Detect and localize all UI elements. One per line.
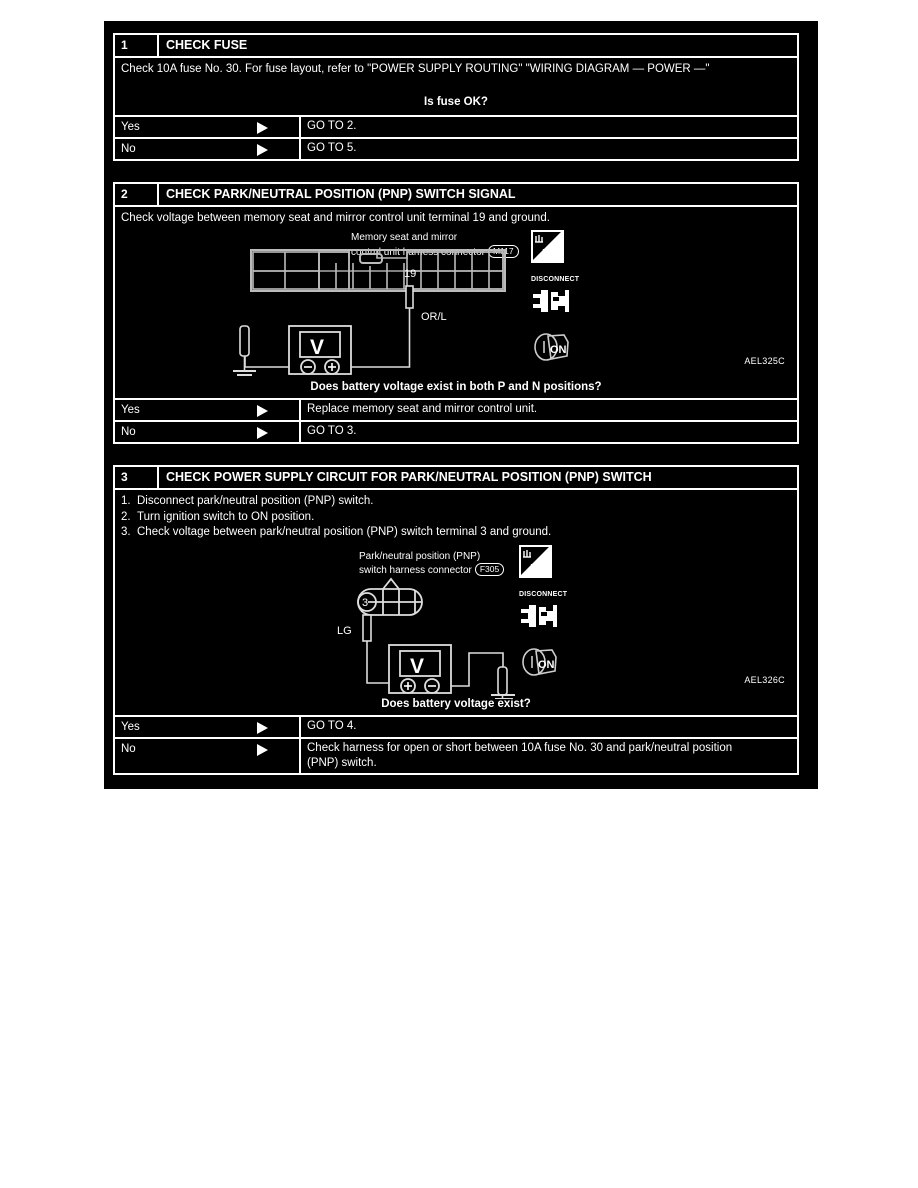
disconnect-label: DISCONNECT xyxy=(519,590,568,598)
step-1-number: 1 xyxy=(115,35,159,56)
step-3-number: 3 xyxy=(115,467,159,488)
step-1-answer-yes[interactable] xyxy=(115,117,797,139)
ignition-on-icon xyxy=(519,644,559,678)
step-2-title: CHECK PARK/NEUTRAL POSITION (PNP) SWITCH SIGNAL xyxy=(166,187,516,201)
step-3-list-item-3-text: Check voltage between park/neutral position (PNP) switch terminal 3 and ground. xyxy=(137,526,552,538)
svg-text:19: 19 xyxy=(404,268,417,280)
step-3 xyxy=(113,465,799,775)
tool-ts-icon xyxy=(519,545,552,578)
step-1-answer-yes-label: Yes xyxy=(121,121,140,133)
step-3-question: Does battery voltage exist? xyxy=(381,697,531,710)
step-3-list-item-1 xyxy=(121,494,791,510)
step-3-list-item-2 xyxy=(121,510,791,526)
triangle-right-icon xyxy=(243,422,301,442)
step-2-question: Does battery voltage exist in both P and N positions? xyxy=(310,381,602,393)
step-3-list-item-1-number: 1. xyxy=(121,495,131,507)
step-2-caption-line1: Memory seat and mirror xyxy=(351,232,458,243)
step-3-answer-yes[interactable] xyxy=(115,717,797,739)
tool-ts-icon xyxy=(531,230,564,263)
step-2-answer-no[interactable] xyxy=(115,422,797,442)
step-3-caption-line1: Park/neutral position (PNP) xyxy=(359,550,481,562)
ignition-on-icon-group xyxy=(519,644,567,683)
ignition-on-icon xyxy=(531,329,571,363)
step-2-body xyxy=(115,207,797,400)
step-2-wiring-art xyxy=(121,228,541,383)
step-1 xyxy=(113,33,799,161)
step-3-answer-no-result-line1: Check harness for open or short between 10A fuse No. 30 and park/neutral position xyxy=(307,741,733,754)
triangle-right-icon xyxy=(243,717,301,737)
step-2-figure-code: AEL325C xyxy=(744,356,785,366)
svg-text:ON: ON xyxy=(550,344,567,356)
disconnect-icon xyxy=(519,603,559,629)
step-1-answer-yes-result: GO TO 2. xyxy=(307,120,357,132)
triangle-right-icon xyxy=(243,117,301,137)
step-3-answer-no-result xyxy=(301,739,797,773)
ignition-on-icon-group xyxy=(531,329,579,368)
svg-text:3: 3 xyxy=(362,596,369,609)
triangle-right-icon xyxy=(243,400,301,420)
step-3-answer-no-label: No xyxy=(121,742,136,755)
step-1-answer-no[interactable] xyxy=(115,139,797,159)
tool-ts-label: T.S. xyxy=(542,248,560,259)
step-2-header xyxy=(115,184,797,207)
step-2-tool-icons xyxy=(531,230,579,368)
step-2-wire-color-label: OR/L xyxy=(421,311,447,323)
diagnostic-steps xyxy=(113,33,799,775)
step-3-answer-yes-label: Yes xyxy=(121,720,140,733)
step-3-list-item-2-number: 2. xyxy=(121,510,131,523)
step-3-header xyxy=(115,467,797,490)
step-3-figure-code: AEL326C xyxy=(744,674,785,685)
step-2-instruction: Check voltage between memory seat and mirror control unit terminal 19 and ground. xyxy=(121,212,550,224)
step-3-answer-no-result-line2: (PNP) switch. xyxy=(307,756,377,769)
connector-id-badge: F305 xyxy=(475,563,504,576)
step-3-wiring-art xyxy=(121,549,541,704)
disconnect-icon-group xyxy=(531,272,579,319)
step-1-body xyxy=(115,58,797,117)
step-2-answer-yes-label: Yes xyxy=(121,404,140,416)
step-2-caption-line2: control unit harness connector xyxy=(351,246,485,258)
svg-text:ON: ON xyxy=(538,658,555,671)
connector-id-badge: M117 xyxy=(488,245,519,258)
svg-text:V: V xyxy=(310,336,325,359)
step-3-tool-icons xyxy=(519,545,567,683)
step-1-answer-no-label: No xyxy=(121,143,136,155)
step-3-list-item-3 xyxy=(121,525,791,541)
svg-text:V: V xyxy=(410,654,425,678)
disconnect-icon-group xyxy=(519,587,567,634)
triangle-right-icon xyxy=(243,739,301,773)
step-3-figure xyxy=(121,543,791,695)
step-3-list-item-1-text: Disconnect park/neutral position (PNP) switch. xyxy=(137,495,374,507)
step-3-answer-yes-result: GO TO 4. xyxy=(307,719,357,732)
step-3-caption-line2: switch harness connector xyxy=(359,565,472,576)
step-2-answer-yes-result: Replace memory seat and mirror control unit. xyxy=(307,403,538,415)
step-2-figure xyxy=(121,228,791,378)
step-3-answer-no[interactable] xyxy=(115,739,797,773)
step-3-instruction-list xyxy=(121,494,791,541)
step-3-title: CHECK POWER SUPPLY CIRCUIT FOR PARK/NEUTRAL POSITION (PNP) SWITCH xyxy=(166,470,652,484)
step-2-answer-yes[interactable] xyxy=(115,400,797,422)
step-3-list-item-2-text: Turn ignition switch to ON position. xyxy=(137,510,315,523)
step-2-answer-no-label: No xyxy=(121,426,136,438)
disconnect-icon xyxy=(531,288,571,314)
step-1-question: Is fuse OK? xyxy=(424,96,488,108)
step-3-wire-color-label: LG xyxy=(337,624,352,637)
disconnect-label: DISCONNECT xyxy=(531,276,580,283)
step-2-number: 2 xyxy=(115,184,159,205)
triangle-right-icon xyxy=(243,139,301,159)
tool-ts-label: T.S. xyxy=(530,562,548,574)
step-3-body xyxy=(115,490,797,717)
step-1-instruction: Check 10A fuse No. 30. For fuse layout, refer to "POWER SUPPLY ROUTING" "WIRING DIAGRAM — POWER —" xyxy=(121,63,710,75)
step-3-list-item-3-number: 3. xyxy=(121,526,131,538)
step-1-header xyxy=(115,35,797,58)
step-2 xyxy=(113,182,799,444)
step-1-answer-no-result: GO TO 5. xyxy=(307,142,357,154)
step-1-title: CHECK FUSE xyxy=(166,38,248,52)
step-2-answer-no-result: GO TO 3. xyxy=(307,425,357,437)
